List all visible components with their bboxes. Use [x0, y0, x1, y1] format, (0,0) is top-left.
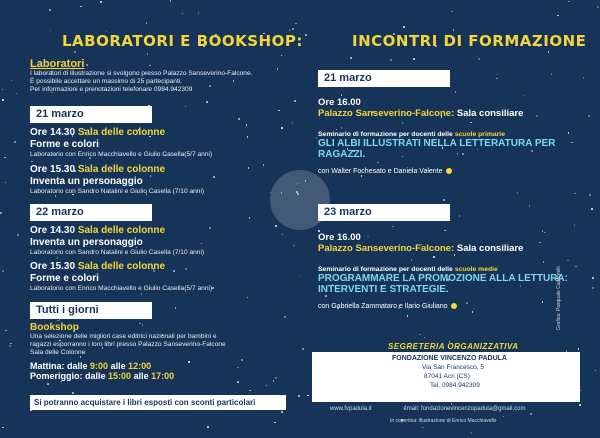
star: [170, 0, 172, 2]
event-time: Ore 15.30: [30, 164, 76, 175]
star: [207, 426, 209, 428]
star: [185, 106, 187, 108]
training-1: Ore 16.00 Palazzo Sanseverino-Falcone: Sala consiliare Seminario di formazione per docenti delle scuole primarie GLI ALBI ILLUSTRATI NELLA LETTERATURA PER RAGAZZI. con Walter Fochesato e Daniela Valente: [318, 97, 578, 175]
star: [574, 224, 576, 226]
contact-box: [312, 352, 580, 402]
star: [548, 51, 550, 53]
lab-heading: Laboratori: [30, 58, 85, 70]
star: [419, 334, 421, 336]
star: [407, 315, 409, 317]
star: [17, 234, 19, 236]
morning-hours: Mattina: dalle 9:00 alle 12:00: [30, 360, 152, 371]
event-sub: Laboratorio con Sandro Natalini e Giulio Casella (7/10 anni): [30, 249, 205, 256]
event-place: Sala delle colonne: [77, 127, 166, 138]
star: [424, 337, 426, 339]
star: [80, 6, 82, 8]
star: [206, 101, 208, 103]
event-place: Sala delle colonne: [77, 225, 166, 236]
event-d1-2: [30, 164, 300, 196]
star: [9, 345, 11, 347]
star: [72, 392, 74, 394]
star: [100, 1, 102, 3]
afternoon-hours: Pomeriggio: dalle 15:00 alle 17:00: [30, 370, 175, 381]
star: [529, 205, 531, 207]
star: [453, 29, 455, 31]
website-link[interactable]: www.fvpadula.it: [330, 406, 372, 412]
star: [517, 192, 519, 194]
left-title: LABORATORI E BOOKSHOP:: [62, 32, 303, 50]
lab-section: [30, 58, 295, 95]
event-title: Inventa un personaggio: [30, 176, 143, 187]
date-tag-r23: 23 marzo: [318, 204, 450, 221]
event-title: Inventa un personaggio: [30, 237, 143, 248]
date-tag-22: 22 marzo: [30, 204, 152, 221]
star: [292, 122, 294, 124]
event-time: Ore 14.30: [30, 225, 76, 236]
star: [281, 55, 283, 57]
star: [472, 311, 474, 313]
cover-credit: In copertina: illustrazione di Enrico Macchiavello: [390, 418, 497, 424]
star: [266, 385, 268, 387]
star: [597, 6, 599, 8]
star: [557, 15, 559, 17]
star: [496, 78, 498, 80]
star: [289, 29, 291, 31]
training-2: Ore 16.00 Palazzo Sanseverino-Falcone: Sala consiliare Seminario di formazione per docenti delle scuole medie PROGRAMMARE LA PROMOZIONE ALLA LETTURA: INTERVENTI E STRATEGIE. con Gabriella Zammataro e Ilario Giuliano: [318, 232, 578, 310]
star: [300, 276, 302, 278]
star: [147, 53, 149, 55]
star: [249, 217, 251, 219]
date-tag-21: 21 marzo: [30, 106, 152, 123]
star: [2, 99, 4, 101]
star: [578, 348, 580, 350]
star: [5, 330, 7, 332]
star: [595, 370, 597, 372]
star: [238, 118, 240, 120]
star: [455, 91, 457, 93]
bookshop-text-2: ragazzi esporranno i loro libri presso Palazzo Sanseverino-Falcone: [30, 341, 226, 349]
star: [247, 297, 249, 299]
star: [292, 28, 294, 30]
star: [146, 22, 148, 24]
star: [530, 413, 532, 415]
star: [589, 194, 591, 196]
star: [443, 199, 445, 201]
star: [295, 23, 297, 25]
star: [361, 175, 363, 177]
star: [59, 319, 61, 321]
bookshop-text-3: Sala delle Colonne: [30, 349, 86, 357]
star: [278, 110, 280, 112]
star: [182, 13, 184, 15]
address-2: 87041 Acri (CS): [424, 373, 470, 380]
star: [57, 257, 59, 259]
star: [61, 381, 63, 383]
star: [10, 343, 12, 345]
secretary-heading: SEGRETERIA ORGANIZZATIVA: [388, 342, 519, 351]
event-place: Sala delle colonne: [77, 261, 166, 272]
star: [459, 215, 461, 217]
yellow-dot-icon: [446, 168, 452, 174]
star: [47, 383, 49, 385]
email-link[interactable]: email: fondazionevincenzopadula@gmail.com: [403, 406, 526, 412]
yellow-dot-icon: [451, 303, 457, 309]
star: [237, 381, 239, 383]
star: [551, 73, 553, 75]
address-1: Via San Francesco, 5: [422, 364, 485, 371]
event-d1-1: [30, 127, 300, 159]
star: [2, 89, 4, 91]
training-talk: GLI ALBI ILLUSTRATI NELLA LETTERATURA PER RAGAZZI.: [318, 138, 556, 160]
star: [568, 1, 570, 3]
star: [471, 432, 473, 434]
training-time: Ore 16.00: [318, 97, 361, 108]
bookshop-section: [30, 322, 310, 381]
lab-text-1: I laboratori di illustrazione si svolgono presso Palazzo Sanseverino-Falcone.: [30, 70, 253, 77]
all-days-tag: Tutti i giorni: [30, 302, 152, 319]
star: [5, 182, 7, 184]
star: [2, 427, 4, 429]
star: [392, 226, 394, 228]
star: [0, 212, 2, 214]
star: [588, 115, 590, 117]
watermark-portrait: [270, 170, 330, 230]
star: [305, 34, 307, 36]
star: [175, 307, 177, 309]
star: [350, 57, 352, 59]
star: [141, 293, 143, 295]
star: [284, 316, 286, 318]
event-time: Ore 15.30: [30, 261, 76, 272]
star: [523, 95, 525, 97]
star: [281, 411, 283, 413]
star: [316, 137, 318, 139]
event-place: Sala delle colonne: [77, 164, 166, 175]
org-name: FONDAZIONE VINCENZO PADULA: [392, 355, 507, 362]
star: [503, 416, 505, 418]
star: [307, 395, 309, 397]
training-time: Ore 16.00: [318, 232, 361, 243]
star: [403, 26, 405, 28]
event-sub: Laboratorio con Enrico Macchiavello e Giulio Casella(5/7 anni): [30, 151, 213, 158]
bookshop-text-1: Una selezione delle migliori case editrici nazionali per bambini e: [30, 333, 217, 340]
star: [298, 395, 300, 397]
star: [294, 100, 296, 102]
star: [14, 141, 16, 143]
lab-text-2: È possibile accettare un massimo di 25 partecipanti.: [30, 78, 183, 86]
star: [592, 287, 594, 289]
star: [591, 208, 593, 210]
star: [451, 11, 453, 13]
star: [246, 124, 248, 126]
event-title: Forme e colori: [30, 273, 99, 284]
event-title: Forme e colori: [30, 139, 99, 150]
buy-note: Si potranno acquistare i libri esposti con sconti particolari: [30, 395, 286, 410]
telephone: Tel. 0984.942309: [430, 382, 480, 389]
web-email-line: [330, 406, 590, 412]
star: [198, 12, 200, 14]
bookshop-heading: Bookshop: [30, 322, 79, 333]
star: [422, 427, 424, 429]
star: [478, 58, 480, 60]
event-sub: Laboratorio con Enrico Macchiavello e Giulio Casella(5/7 anni): [30, 285, 213, 292]
star: [50, 30, 52, 32]
star: [249, 390, 251, 392]
star: [105, 294, 107, 296]
event-d2-2: [30, 261, 300, 293]
star: [390, 59, 392, 61]
star: [4, 157, 6, 159]
training-speakers: con Walter Fochesato e Daniela Valente: [318, 168, 578, 175]
star: [451, 403, 453, 405]
star: [341, 94, 343, 96]
lab-text-3: Per informazioni e prenotazioni telefonare 0984.942309: [30, 86, 193, 94]
star: [413, 58, 415, 60]
training-speakers: con Gabriella Zammataro e Ilario Giuliano: [318, 303, 578, 310]
event-d2-1: [30, 225, 300, 257]
star: [74, 51, 76, 53]
star: [274, 422, 276, 424]
star: [592, 277, 594, 279]
date-tag-r21: 21 marzo: [318, 70, 450, 87]
star: [49, 9, 51, 11]
training-talk: PROGRAMMARE LA PROMOZIONE ALLA LETTURA: INTERVENTI E STRATEGIE.: [318, 273, 568, 295]
event-sub: Laboratorio con Sandro Natalini e Giulio Casella (7/10 anni): [30, 188, 205, 195]
star: [583, 77, 585, 79]
star: [11, 80, 13, 82]
star: [2, 270, 4, 272]
right-title: INCONTRI DI FORMAZIONE: [352, 32, 587, 50]
star: [574, 193, 576, 195]
side-credit: Grafica: Pasquale Capparelli: [556, 266, 562, 330]
event-time: Ore 14.30: [30, 127, 76, 138]
star: [497, 74, 499, 76]
star: [31, 161, 33, 163]
star: [16, 93, 18, 95]
